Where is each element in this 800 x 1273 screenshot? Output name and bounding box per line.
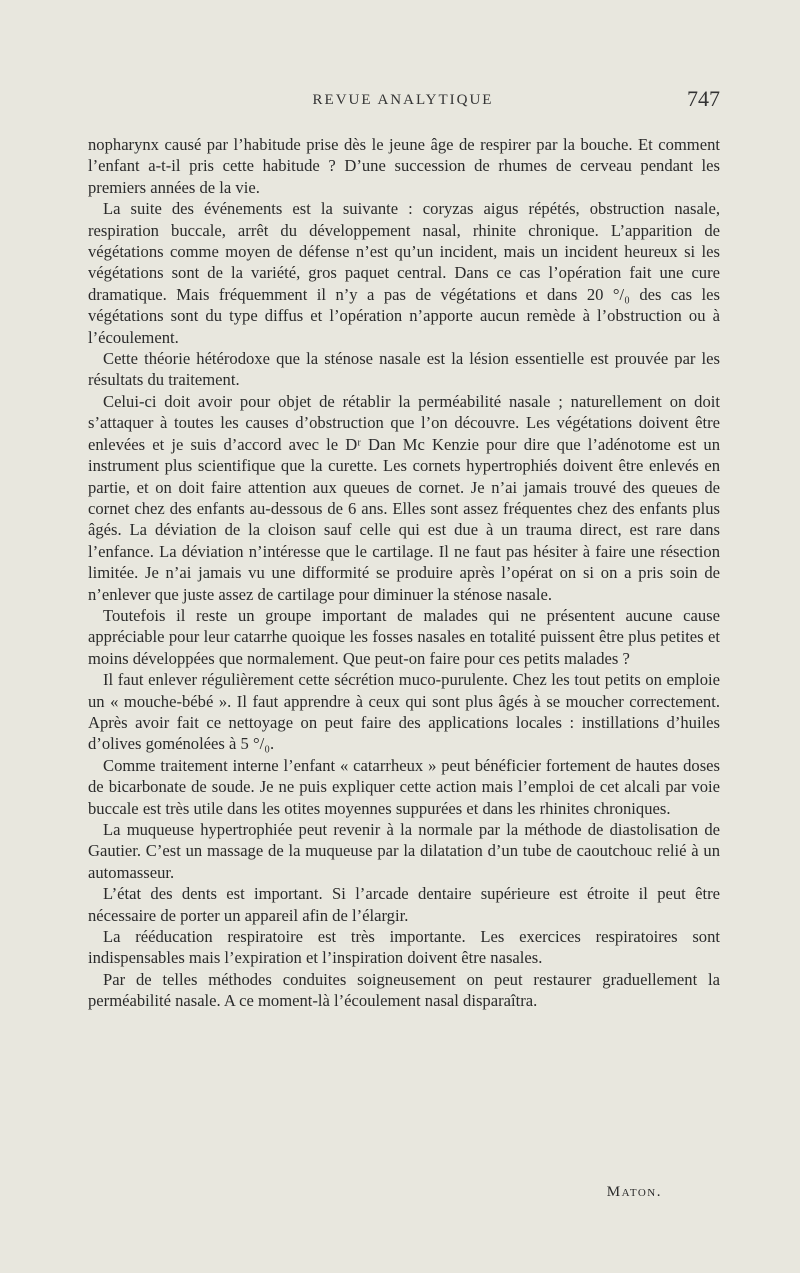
- page-header: [86, 88, 720, 118]
- author-signature: Maton.: [606, 1184, 662, 1200]
- running-title: REVUE ANALYTIQUE: [312, 92, 494, 108]
- paragraph: La suite des événements est la suivante : coryzas aigus répétés, obstruction nasale, respiration buccale, arrêt du développement nasal, rhinite chronique. L’apparition de végétations comme moyen de défense n’est qu’un incident, mais un incident heureux si les végétations sont de la variété, gros paquet central. Dans ce cas l’opération fait une cure dramatique. Mais fréquemment il n’y a pas de végétations et dans 20 °/₀ des cas les végétations sont du type diffus et l’opération n’apporte aucun remède à l’obstruction ou à l’écoulement.: [88, 199, 720, 347]
- paragraph: Comme traitement interne l’enfant « catarrheux » peut bénéficier fortement de hautes doses de bicarbonate de soude. Je ne puis expliquer cette action mais l’emploi de cet alcali par voie buccale est très utile dans les otites moyennes suppurées et dans les rhinites chroniques.: [88, 755, 720, 818]
- article-body: [88, 134, 720, 1012]
- paragraph: nopharynx causé par l’habitude prise dès le jeune âge de respirer par la bouche. Et comment l’enfant a-t-il pris cette habitude ? D’une succession de rhumes de cerveau pendant les premiers années de la vie.: [88, 135, 720, 197]
- paragraph: Cette théorie hétérodoxe que la sténose nasale est la lésion essentielle est prouvée par les résultats du traitement.: [88, 349, 720, 390]
- paragraph: Celui-ci doit avoir pour objet de rétablir la perméabilité nasale ; naturellement on doit s’attaquer à toutes les causes d’obstruction que l’on découvre. Les végétations doivent être enlevées et je suis d’accord avec le Dʳ Dan Mc Kenzie pour dire que l’adénotome est un instrument plus scientifique que la curette. Les cornets hypertrophiés doivent être enlevés en partie, et on doit faire attention aux queues de cornet. Je n’ai jamais trouvé des queues de cornet chez des enfants au-dessous de 6 ans. Elles sont assez fréquentes chez des enfants plus âgés. La déviation de la cloison sauf celle qui est due à un trauma direct, est rare dans l’enfance. La déviation n’intéresse que le cartilage. Il ne faut pas hésiter à faire une résection limitée. Je n’ai jamais vu une difformité se produire après l’opérat on si on a pris soin de n’enlever que juste assez de cartilage pour diminuer la sténose nasale.: [88, 391, 720, 604]
- paragraph: Toutefois il reste un groupe important de malades qui ne présentent aucune cause appréciable pour leur catarrhe quoique les fosses nasales en totalité puissent être plus petites et moins développées que normalement. Que peut-on faire pour ces petits malades ?: [88, 605, 720, 668]
- paragraph: La muqueuse hypertrophiée peut revenir à la normale par la méthode de diastolisation de Gautier. C’est un massage de la muqueuse par la dilatation d’un tube de caoutchouc relié à un automasseur.: [88, 820, 720, 882]
- page-number: 747: [687, 86, 720, 111]
- paragraph: L’état des dents est important. Si l’arcade dentaire supérieure est étroite il peut être nécessaire de porter un appareil afin de l’élargir.: [88, 884, 720, 925]
- paragraph: La rééducation respiratoire est très importante. Les exercices respiratoires sont indispensables mais l’expiration et l’inspiration doivent être nasales.: [88, 927, 720, 968]
- paragraph: Par de telles méthodes conduites soigneusement on peut restaurer graduellement la perméabilité nasale. A ce moment-là l’écoulement nasal disparaîtra.: [88, 969, 720, 1011]
- paragraph: Il faut enlever régulièrement cette sécrétion muco-purulente. Chez les tout petits on emploie un « mouche-bébé ». Il faut apprendre à ceux qui sont plus âgés à se moucher correctement. Après avoir fait ce nettoyage on peut faire des applications locales : instillations d’huiles d’olives goménolées à 5 °/₀.: [88, 670, 720, 754]
